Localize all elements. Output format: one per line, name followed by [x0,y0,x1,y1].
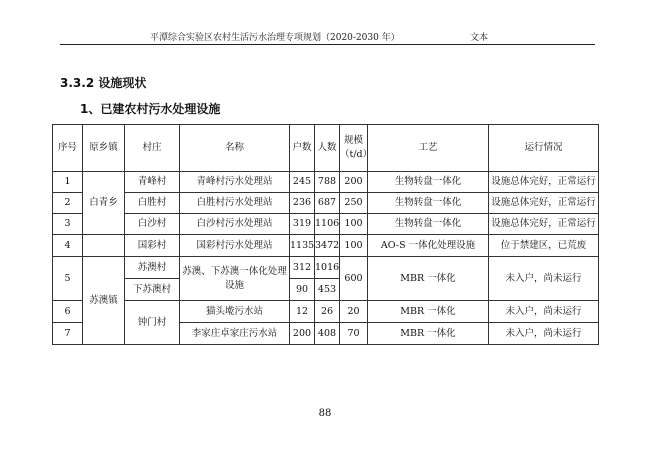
cell-seq: 4 [53,235,83,257]
table-row [53,257,599,279]
table-row [53,214,599,235]
cell-scale: 20 [340,301,368,323]
cell-name: 猫头墘污水站 [180,301,290,323]
cell-seq: 7 [53,323,83,345]
cell-households: 245 [290,172,315,193]
cell-process: MBR 一体化 [368,257,489,301]
cell-population: 1106 [315,214,340,235]
cell-village: 国彩村 [125,235,180,257]
cell-name: 李家庄卓家庄污水站 [180,323,290,345]
cell-name: 白胜村污水处理站 [180,193,290,214]
table-header-row [53,125,599,172]
cell-seq: 5 [53,257,83,301]
cell-scale: 100 [340,235,368,257]
cell-households: 200 [290,323,315,345]
cell-name: 青峰村污水处理站 [180,172,290,193]
cell-process: MBR 一体化 [368,301,489,323]
cell-population: 408 [315,323,340,345]
facilities-table [52,124,599,345]
section-title: 3.3.2 设施现状 [60,76,147,90]
header-process: 工艺 [368,125,489,172]
cell-population: 1016 [315,257,340,279]
cell-process: 生物转盘一体化 [368,214,489,235]
table-row [53,235,599,257]
cell-process: MBR 一体化 [368,323,489,345]
cell-scale: 70 [340,323,368,345]
cell-seq: 3 [53,214,83,235]
subsection-title: 1、已建农村污水处理设施 [80,102,221,116]
header-label: 文本 [470,33,489,43]
header-title: 平潭综合实验区农村生活污水治理专项规划（2020-2030 年） [150,33,400,43]
cell-population: 3472 [315,235,340,257]
cell-village: 青峰村 [125,172,180,193]
cell-status: 未入户，尚未运行 [489,257,599,301]
cell-village: 苏澳村 [125,257,180,279]
cell-township: 白青乡 [83,172,125,235]
cell-status: 设施总体完好，正常运行 [489,214,599,235]
cell-population: 26 [315,301,340,323]
cell-name: 国彩村污水处理站 [180,235,290,257]
cell-status: 未入户，尚未运行 [489,301,599,323]
header-population: 人数 [315,125,340,172]
header-households: 户数 [290,125,315,172]
table-row [53,193,599,214]
header-name: 名称 [180,125,290,172]
cell-scale: 200 [340,172,368,193]
cell-households: 312 [290,257,315,279]
cell-process: 生物转盘一体化 [368,172,489,193]
cell-households: 12 [290,301,315,323]
cell-township [83,235,125,257]
cell-status: 设施总体完好，正常运行 [489,172,599,193]
header-scale: 规模（t/d） [340,125,368,172]
cell-name: 苏澳、下苏澳一体化处理设施 [180,257,290,301]
cell-scale: 600 [340,257,368,301]
cell-population: 687 [315,193,340,214]
cell-status: 设施总体完好，正常运行 [489,193,599,214]
cell-seq: 2 [53,193,83,214]
cell-process: 生物转盘一体化 [368,193,489,214]
cell-households: 319 [290,214,315,235]
cell-village: 白沙村 [125,214,180,235]
header-township: 原乡镇 [83,125,125,172]
cell-seq: 1 [53,172,83,193]
cell-population: 788 [315,172,340,193]
cell-households: 1135 [290,235,315,257]
cell-households: 90 [290,279,315,301]
cell-seq: 6 [53,301,83,323]
header-status: 运行情况 [489,125,599,172]
cell-name: 白沙村污水处理站 [180,214,290,235]
cell-village: 下苏澳村 [125,279,180,301]
cell-village: 钟门村 [125,301,180,345]
header-seq: 序号 [53,125,83,172]
cell-scale: 250 [340,193,368,214]
cell-status: 位于禁建区，已荒废 [489,235,599,257]
cell-village: 白胜村 [125,193,180,214]
table-row [53,301,599,323]
cell-status: 未入户，尚未运行 [489,323,599,345]
table-row [53,172,599,193]
cell-households: 236 [290,193,315,214]
cell-population: 453 [315,279,340,301]
cell-township: 苏澳镇 [83,257,125,345]
cell-scale: 100 [340,214,368,235]
header-village: 村庄 [125,125,180,172]
page-header [60,28,595,45]
cell-process: AO-S 一体化处理设施 [368,235,489,257]
page-number: 88 [318,408,332,419]
